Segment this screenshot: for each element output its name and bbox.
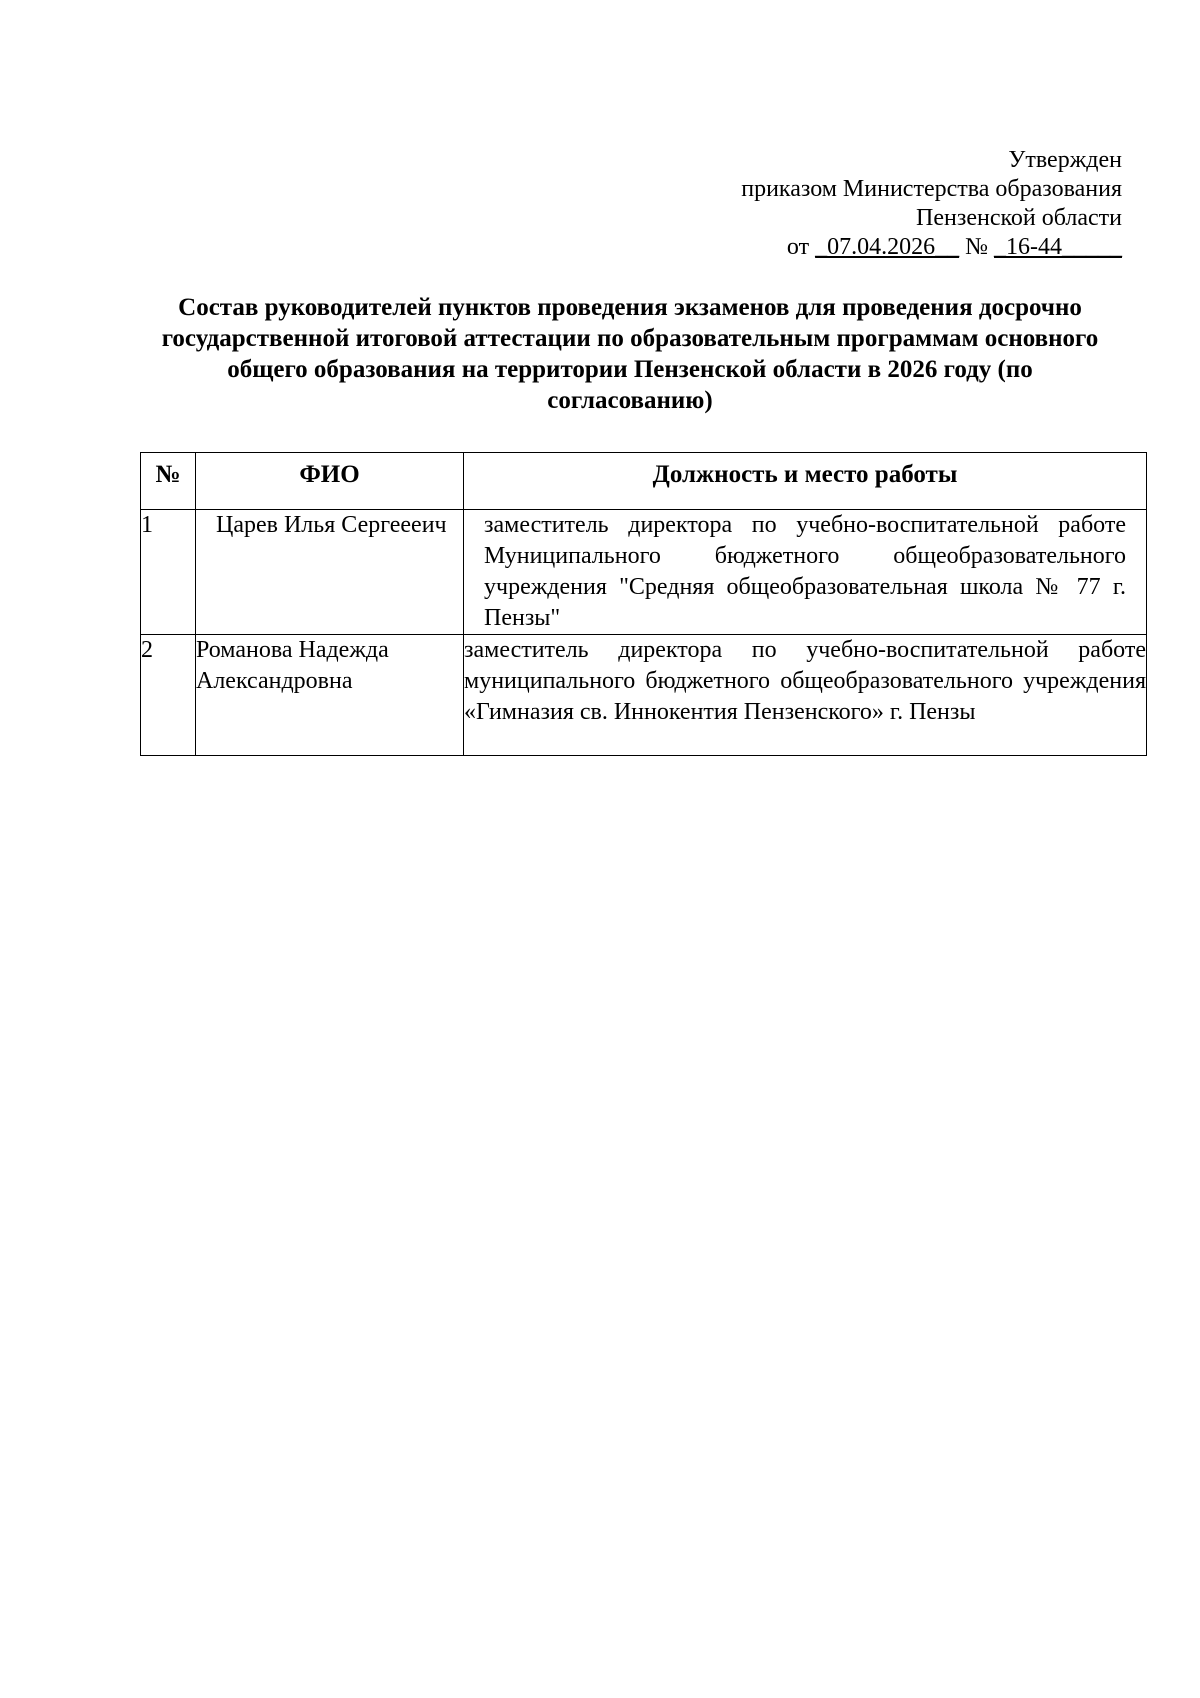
header-fio: ФИО [196,453,464,510]
approval-block [741,146,1122,262]
order-number: _16-44_____ [994,234,1122,260]
row-fio: Царев Илья Сергеееич [196,510,464,635]
table-row [141,635,1147,756]
staff-table [140,452,1147,756]
approval-line-approved: Утвержден [1008,147,1122,173]
approval-line-date-number [741,233,1122,262]
header-position: Должность и место работы [464,453,1147,510]
document-title: Состав руководителей пунктов проведения экзаменов для проведения досрочно государственной итоговой аттестации по образовательным программам основного общего образования на территории Пензенской области в 2026 году (по согласованию) [161,294,1099,414]
row-number: 1 [141,510,196,635]
row-position: заместитель директора по учебно-воспитательной работе муниципального бюджетного общеобразовательного учреждения «Гимназия св. Иннокентия Пензенского» г. Пензы [464,635,1147,756]
row-position: заместитель директора по учебно-воспитательной работе Муниципального бюджетного общеобразовательного учреждения "Средняя общеобразовательная школа № 77 г. Пензы" [464,510,1147,635]
header-number: № [141,453,196,510]
order-date: _07.04.2026__ [815,234,960,260]
table-row [141,510,1147,635]
number-sign: № [965,234,988,260]
row-fio: Романова Надежда Александровна [196,635,464,756]
table-header-row [141,453,1147,510]
row-number: 2 [141,635,196,756]
date-prefix: от [786,234,816,260]
approval-line-order: приказом Министерства образования [741,176,1122,202]
approval-line-region: Пензенской области [916,205,1122,231]
